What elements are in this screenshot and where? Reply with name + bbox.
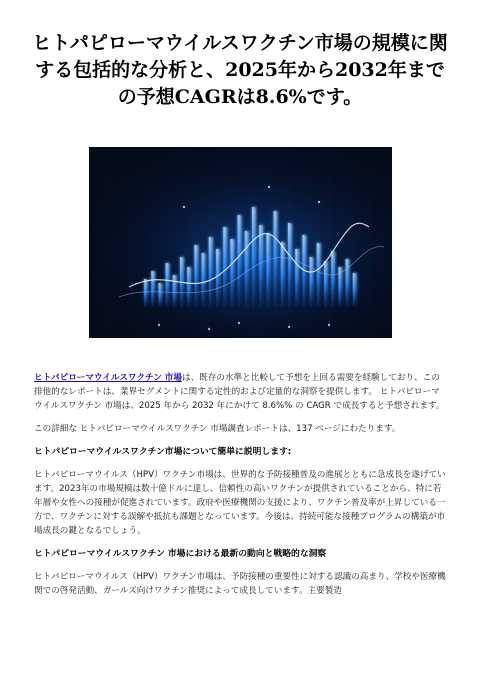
glow-bar: [187, 267, 189, 307]
section2-paragraph: ヒトパピローマウイルス（HPV）ワクチン市場は、予防接種の重要性に対する認識の高まり、学校や医療機関での啓発活動、ガールズ向けワクチン推奨によって成長しています。主要製造: [34, 572, 446, 596]
glow-bar: [230, 239, 232, 307]
glow-bar: [353, 273, 355, 307]
glow-bar: [288, 223, 290, 307]
glow-dot: [268, 186, 270, 188]
glow-bar: [173, 275, 175, 307]
glow-dot: [328, 324, 330, 326]
glow-bar: [324, 261, 326, 307]
report-pages-paragraph: この詳細な ヒトパピローマウイルスワクチン 市場調査レポートは、137 ページにわたります。: [34, 424, 401, 434]
glow-bar: [266, 233, 268, 307]
glow-bar: [245, 231, 247, 307]
glow-bar: [238, 215, 240, 307]
section2-heading: ヒトパピローマウイルスワクチン 市場における最新の動向と戦略的な洞察: [34, 549, 327, 559]
market-link[interactable]: ヒトパピローマウイルスワクチン 市場: [34, 373, 182, 383]
glow-dot: [208, 328, 210, 330]
glow-bar: [194, 245, 196, 307]
glow-bar: [202, 253, 204, 307]
glow-bar: [331, 251, 333, 307]
hero-image: [89, 147, 392, 338]
glow-bar: [295, 249, 297, 307]
glow-bar: [310, 257, 312, 307]
glow-bar: [151, 271, 153, 307]
glow-bar: [158, 283, 160, 307]
glow-bar: [302, 235, 304, 307]
glow-bar: [274, 211, 276, 307]
glow-bar: [166, 263, 168, 307]
glow-bar: [216, 249, 218, 307]
glow-dot: [288, 326, 290, 328]
glow-bar: [317, 243, 319, 307]
glow-dot: [183, 206, 185, 208]
glow-bar: [209, 237, 211, 307]
article-body: [34, 371, 446, 607]
section1-heading: ヒトパピローマウイルスワクチン市場について簡単に説明します:: [34, 447, 292, 457]
intro-text: は、既存の水準と比較して予想を上回る需要を経験しており、この排他的なレポートは、業界セグメントに関する定性的および定量的な洞察を提供します。 ヒトパピローマウイルスワクチン 市場は、2025 年から 2032 年にかけて 8.6%% の CAGR で成長すると予想されます。: [34, 373, 445, 411]
glow-bar: [144, 279, 146, 307]
glow-bar: [281, 242, 283, 307]
section1-paragraph: ヒトパピローマウイルス（HPV）ワクチン市場は、世界的な予防接種普及の進展とともに急成長を遂げています。2023年の市場規模は数十億ドルに達し、信頼性の高いワクチンが提供されていることから、特に若年層や女性への接種が促進されています。政府や医療機関の支援により、ワクチン普及率が上昇している一方で、ワクチンに対する誤解や抵抗も課題となっています。今後は、持続可能な接種プログラムの構築が市場成長の鍵となるでしょう。: [34, 470, 446, 536]
glow-bar: [223, 227, 225, 307]
glow-dot: [238, 322, 240, 324]
glow-dot: [158, 324, 160, 326]
intro-paragraph: [34, 371, 446, 413]
glow-dot: [318, 201, 320, 203]
financial-chart-illustration: [89, 147, 392, 338]
glow-bar: [346, 259, 348, 307]
page-title: ヒトパピローマウイルスワクチン市場の規模に関する包括的な分析と、2025年から2032年までの予想CAGRは8.6%です。: [32, 32, 448, 108]
glow-bar: [252, 207, 254, 307]
glow-bar: [259, 225, 261, 307]
